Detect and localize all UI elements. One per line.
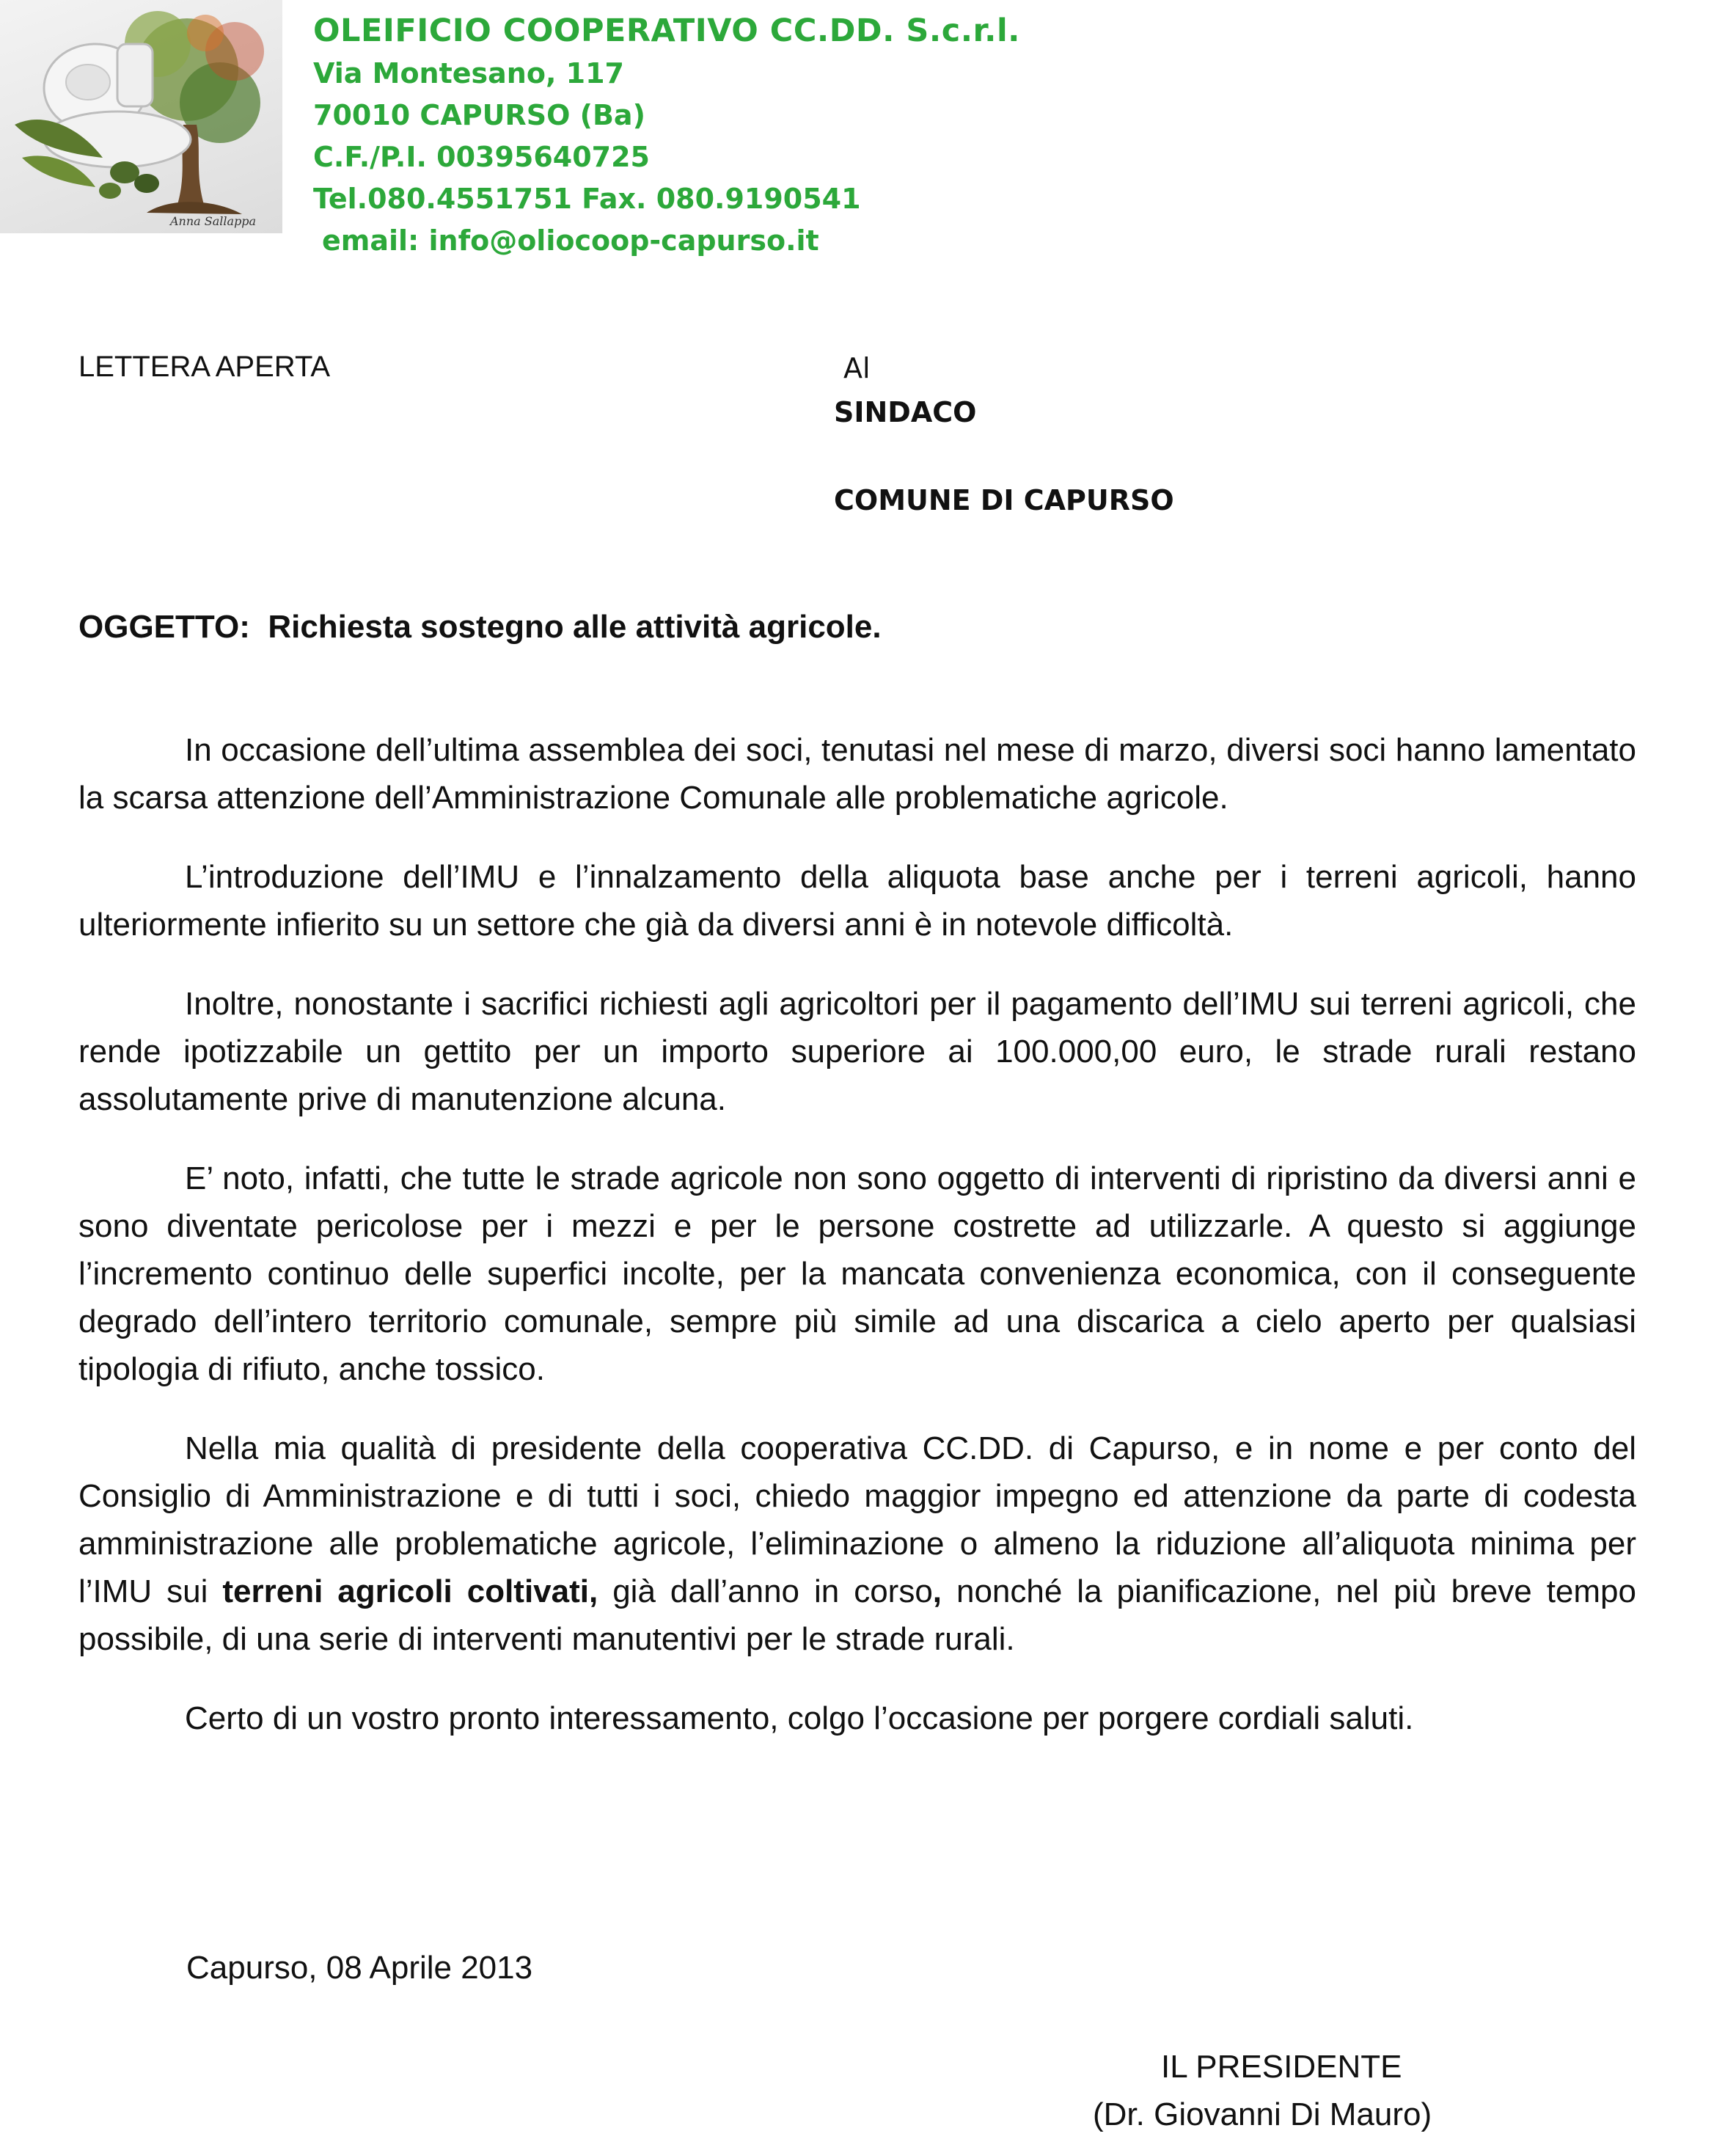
- body-paragraph-5-middle: già dall’anno in corso: [598, 1573, 933, 1609]
- body-paragraph-5-end: nonché la pianificazione, nel più breve tempo possibile, di una serie di interventi manutentivi per le strade rurali.: [78, 1573, 1636, 1657]
- subject-text: Richiesta sostegno alle attività agricole.: [268, 609, 882, 645]
- body-paragraph-4: E’ noto, infatti, che tutte le strade agricole non sono oggetto di interventi di ripristino da diversi anni e sono diventate pericolose per i mezzi e per le persone costrette ad utilizzarle. A questo si aggiunge l’incremento continuo delle superfici incolte, per la mancata convenienza economica, con il conseguente degrado dell’intero territorio comunale, sempre più simile ad una discarica a cielo aperto per qualsiasi tipologia di rifiuto, anche tossico.: [78, 1160, 1636, 1387]
- company-name: OLEIFICIO COOPERATIVO CC.DD. S.c.r.l.: [313, 12, 1021, 49]
- logo-signature: Anna Sallappa: [170, 214, 257, 228]
- body-paragraph-1: In occasione dell’ultima assemblea dei soci, tenutasi nel mese di marzo, diversi soci hanno lamentato la scarsa attenzione dell’Amministrazione Comunale alle problematiche agricole.: [78, 732, 1636, 816]
- company-email: email: info@oliocoop-capurso.it: [322, 224, 819, 257]
- company-address: Via Montesano, 117: [313, 57, 624, 89]
- company-phone-fax: Tel.080.4551751 Fax. 080.9190541: [313, 183, 861, 215]
- subject-line: [78, 609, 882, 646]
- letter-body: [78, 726, 1636, 1774]
- recipient-title: SINDACO: [834, 396, 977, 428]
- place-date: Capurso, 08 Aprile 2013: [186, 1950, 533, 1986]
- body-paragraph-5-start: Nella mia qualità di presidente della cooperativa CC.DD. di Capurso, e in nome e per conto del Consiglio di Amministrazione e di tutti i soci, chiedo maggior impegno ed attenzione da parte di codesta amministrazione alle problematiche agricole, l’eliminazione o almeno la riduzione all’aliquota minima per l’IMU sui: [78, 1430, 1636, 1609]
- body-paragraph-6: Certo di un vostro pronto interessamento, colgo l’occasione per porgere cordiali saluti.: [185, 1700, 1414, 1736]
- company-tax-id: C.F./P.I. 00395640725: [313, 141, 650, 173]
- signatory-role: IL PRESIDENTE: [1161, 2049, 1402, 2085]
- body-paragraph-5-comma: ,: [932, 1573, 942, 1609]
- olive-press-illustration: [0, 0, 282, 233]
- body-paragraph-5: [78, 1425, 1636, 1663]
- company-logo: [0, 0, 282, 233]
- open-letter-label: LETTERA APERTA: [78, 351, 331, 383]
- body-paragraph-2: L’introduzione dell’IMU e l’innalzamento della aliquota base anche per i terreni agricoli, hanno ulteriormente infierito su un settore che già da diversi anni è in notevole difficoltà.: [78, 859, 1636, 943]
- body-paragraph-3: Inoltre, nonostante i sacrifici richiesti agli agricoltori per il pagamento dell’IMU sui terreni agricoli, che rende ipotizzabile un gettito per un importo superiore ai 100.000,00 euro, le strade rurali restano assolutamente prive di manutenzione alcuna.: [78, 986, 1636, 1117]
- body-paragraph-5-emphasis: terreni agricoli coltivati,: [222, 1573, 598, 1609]
- recipient-entity: COMUNE DI CAPURSO: [834, 484, 1174, 516]
- letterhead: [313, 9, 1020, 262]
- company-city: 70010 CAPURSO (Ba): [313, 99, 645, 131]
- signatory-name: (Dr. Giovanni Di Mauro): [1093, 2096, 1432, 2132]
- subject-label: OGGETTO:: [78, 609, 250, 645]
- recipient-prefix: Al: [843, 352, 871, 384]
